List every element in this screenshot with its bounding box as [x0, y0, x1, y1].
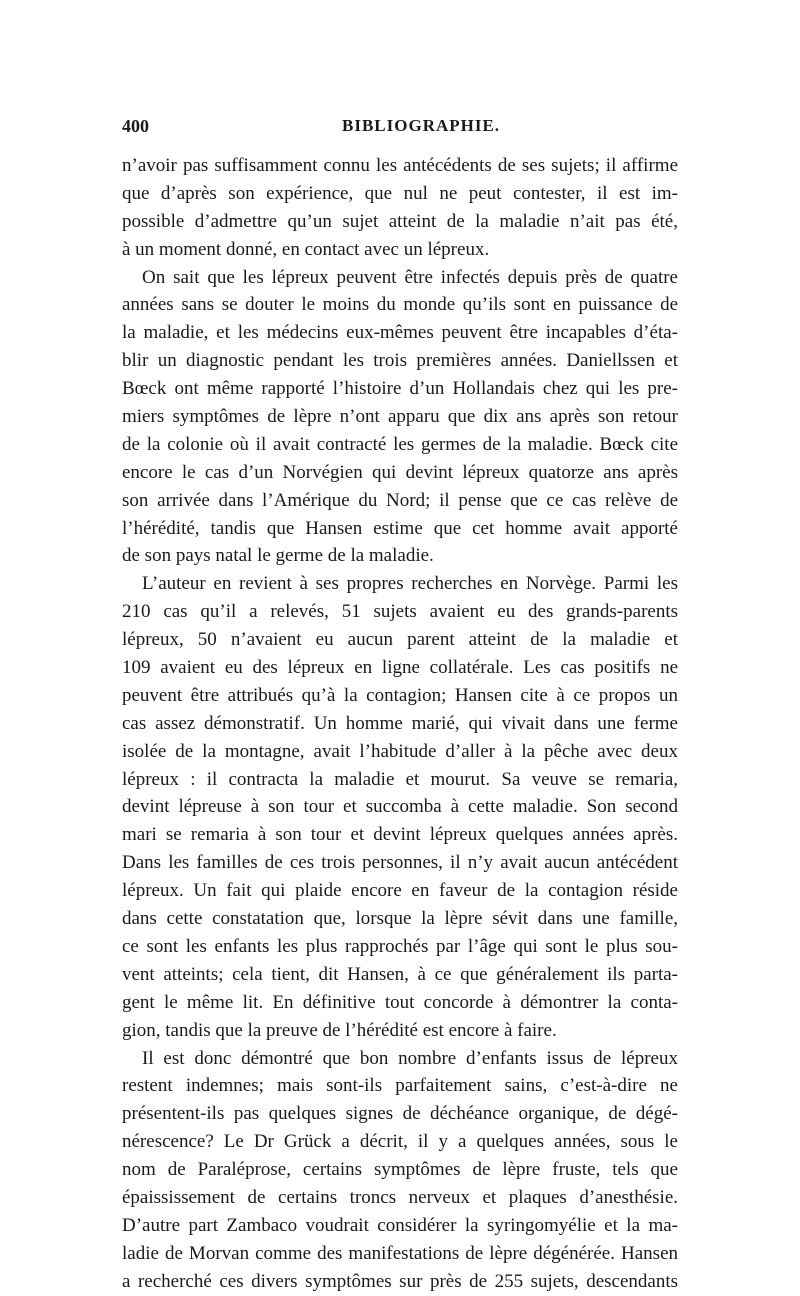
text-line: 109 avaient eu des lépreux en ligne collatérale. Les cas positifs ne [122, 657, 678, 679]
page-number: 400 [122, 116, 149, 136]
text-line: encore le cas d’un Norvégien qui devint lépreux quatorze ans après [122, 461, 678, 483]
text-line: dans cette constatation que, lorsque la lèpre sévit dans une famille, [122, 908, 678, 930]
text-line: lépreux, 50 n’avaient eu aucun parent atteint de la maladie et [122, 629, 678, 651]
text-line: On sait que les lépreux peuvent être infectés depuis près de quatre [142, 266, 678, 288]
text-line: vent atteints; cela tient, dit Hansen, à ce que généralement ils parta- [122, 963, 678, 985]
text-line: Il est donc démontré que bon nombre d’enfants issus de lépreux [142, 1047, 678, 1069]
text-line: miers symptômes de lèpre n’ont apparu que dix ans après son retour [122, 406, 678, 428]
text-line: que d’après son expérience, que nul ne peut contester, il est im- [122, 182, 678, 204]
text-line: restent indemnes; mais sont-ils parfaitement sains, c’est-à-dire ne [122, 1075, 678, 1097]
text-line: de la colonie où il avait contracté les germes de la maladie. Bœck cite [122, 433, 678, 455]
text-line: gent le même lit. En définitive tout concorde à démontrer la conta- [122, 991, 678, 1013]
text-line: n’avoir pas suffisamment connu les antécédents de ses sujets; il affirme [122, 155, 678, 176]
text-line: devint lépreuse à son tour et succomba à cette maladie. Son second [122, 796, 678, 818]
running-title: BIBLIOGRAPHIE. [342, 116, 501, 135]
text-line: lépreux. Un fait qui plaide encore en faveur de la contagion réside [122, 880, 678, 902]
text-line: ladie de Morvan comme des manifestations de lèpre dégénérée. Hansen [122, 1242, 678, 1264]
text-line: cas assez démonstratif. Un homme marié, qui vivait dans une ferme [122, 712, 678, 734]
text-line: présentent-ils pas quelques signes de déchéance organique, de dégé- [122, 1103, 678, 1125]
text-line: Dans les familles de ces trois personnes, il n’y avait aucun antécédent [122, 852, 678, 874]
text-line: de son pays natal le germe de la maladie. [122, 545, 434, 567]
text-line: gion, tandis que la preuve de l’hérédité est encore à faire. [122, 1019, 557, 1041]
text-line: ce sont les enfants les plus rapprochés par l’âge qui sont le plus sou- [122, 935, 678, 957]
text-line: années sans se douter le moins du monde qu’ils sont en puissance de [122, 294, 678, 316]
text-line: Bœck ont même rapporté l’histoire d’un Hollandais chez qui les pre- [122, 378, 678, 400]
text-line: nom de Paraléprose, certains symptômes de lèpre fruste, tels que [122, 1159, 678, 1181]
text-line: l’hérédité, tandis que Hansen estime que cet homme avait apporté [122, 517, 678, 539]
body-text [122, 152, 678, 1296]
text-line: épaississement de certains troncs nerveux et plaques d’anesthésie. [122, 1186, 678, 1208]
text-line: à un moment donné, en contact avec un lépreux. [122, 238, 490, 260]
text-line: a recherché ces divers symptômes sur près de 255 sujets, descendants [122, 1270, 678, 1292]
text-line: 210 cas qu’il a relevés, 51 sujets avaient eu des grands-parents [122, 601, 678, 623]
text-line: la maladie, et les médecins eux-mêmes peuvent être incapables d’éta- [122, 322, 678, 344]
text-line: D’autre part Zambaco voudrait considérer la syringomyélie et la ma- [122, 1214, 678, 1236]
text-line: peuvent être attribués qu’à la contagion; Hansen cite à ce propos un [122, 684, 678, 706]
page-header [122, 116, 682, 146]
text-line: lépreux : il contracta la maladie et mourut. Sa veuve se remaria, [122, 768, 678, 790]
text-line: mari se remaria à son tour et devint lépreux quelques années après. [122, 824, 678, 846]
text-line: nérescence? Le Dr Grück a décrit, il y a quelques années, sous le [122, 1131, 678, 1153]
text-line: blir un diagnostic pendant les trois premières années. Daniellssen et [122, 350, 678, 372]
text-line: son arrivée dans l’Amérique du Nord; il pense que ce cas relève de [122, 489, 678, 511]
text-line: L’auteur en revient à ses propres recherches en Norvège. Parmi les [142, 573, 678, 595]
text-line: possible d’admettre qu’un sujet atteint de la maladie n’ait pas été, [122, 210, 678, 232]
text-line: isolée de la montagne, avait l’habitude d’aller à la pêche avec deux [122, 740, 678, 762]
